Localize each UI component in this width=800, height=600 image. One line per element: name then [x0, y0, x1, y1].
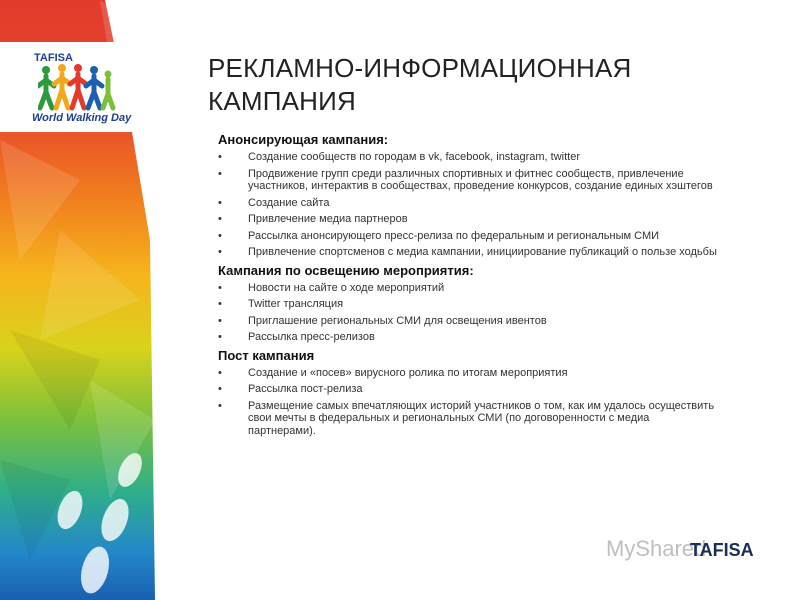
list-item: • Продвижение групп среди различных спортивных и фитнес сообществ, привлечение участников, интерактив в сообществах, проведение конкурсов, создание единых хэштегов [218, 167, 713, 192]
tafisa-wwd-logo [0, 42, 150, 132]
section-coverage [218, 263, 718, 344]
bullet-icon: • [218, 298, 222, 310]
page-title: РЕКЛАМНО-ИНФОРМАЦИОННАЯ КАМПАНИЯ [208, 53, 632, 116]
logo-event: World Walking Day [32, 112, 132, 124]
bullet-icon: • [218, 366, 222, 379]
bullet-icon: • [218, 151, 222, 163]
list-item: • Создание сообществ по городам в vk, facebook, instagram, twitter [218, 151, 580, 163]
list-item: • Рассылка пост-релиза [218, 383, 363, 395]
list-item: • Новости на сайте о ходе мероприятий [218, 281, 445, 294]
bullet-icon: • [218, 281, 222, 294]
section-heading: Кампания по освещению мероприятия: [218, 262, 474, 278]
bullet-icon: • [218, 399, 222, 412]
section-post [218, 348, 718, 438]
bullet-icon: • [218, 314, 222, 327]
bullet-icon: • [218, 167, 222, 180]
list-item: • Создание сайта [218, 196, 330, 209]
list-item: • Привлечение медиа партнеров [218, 213, 408, 225]
list-item: • Twitter трансляция [218, 298, 344, 310]
content-body [218, 132, 718, 441]
section-heading: Пост кампания [218, 347, 315, 363]
list-item: • Рассылка пресс-релизов [218, 331, 375, 343]
bullet-icon: • [218, 213, 222, 225]
bullet-list [218, 282, 718, 344]
footer-brand-logo: TAFISA [690, 540, 754, 560]
bullet-list [218, 151, 718, 259]
list-item: • Создание и «посев» вирусного ролика по итогам мероприятия [218, 366, 568, 379]
section-announce [218, 132, 718, 259]
logo-org: TAFISA [34, 52, 73, 64]
bullet-icon: • [218, 331, 222, 343]
list-item: • Размещение самых впечатляющих историй участников о том, как им удалось осуществить свои мечты в федеральных и региональных СМИ (по договоренности с медиа партнерами). [218, 399, 715, 437]
bullet-icon: • [218, 383, 222, 395]
bullet-list [218, 367, 718, 438]
bullet-icon: • [218, 229, 222, 242]
list-item: • Привлечение спортсменов с медиа кампании, инициирование публикаций о пользе ходьбы [218, 246, 717, 258]
bullet-icon: • [218, 196, 222, 209]
list-item: • Приглашение региональных СМИ для освещения ивентов [218, 314, 547, 327]
walking-people-icon [38, 64, 118, 112]
list-item: • Рассылка анонсирующего пресс-релиза по федеральным и региональным СМИ [218, 229, 660, 242]
bullet-icon: • [218, 246, 222, 258]
section-heading: Анонсирующая кампания: [218, 132, 389, 147]
watermark: MyShared [606, 536, 707, 561]
